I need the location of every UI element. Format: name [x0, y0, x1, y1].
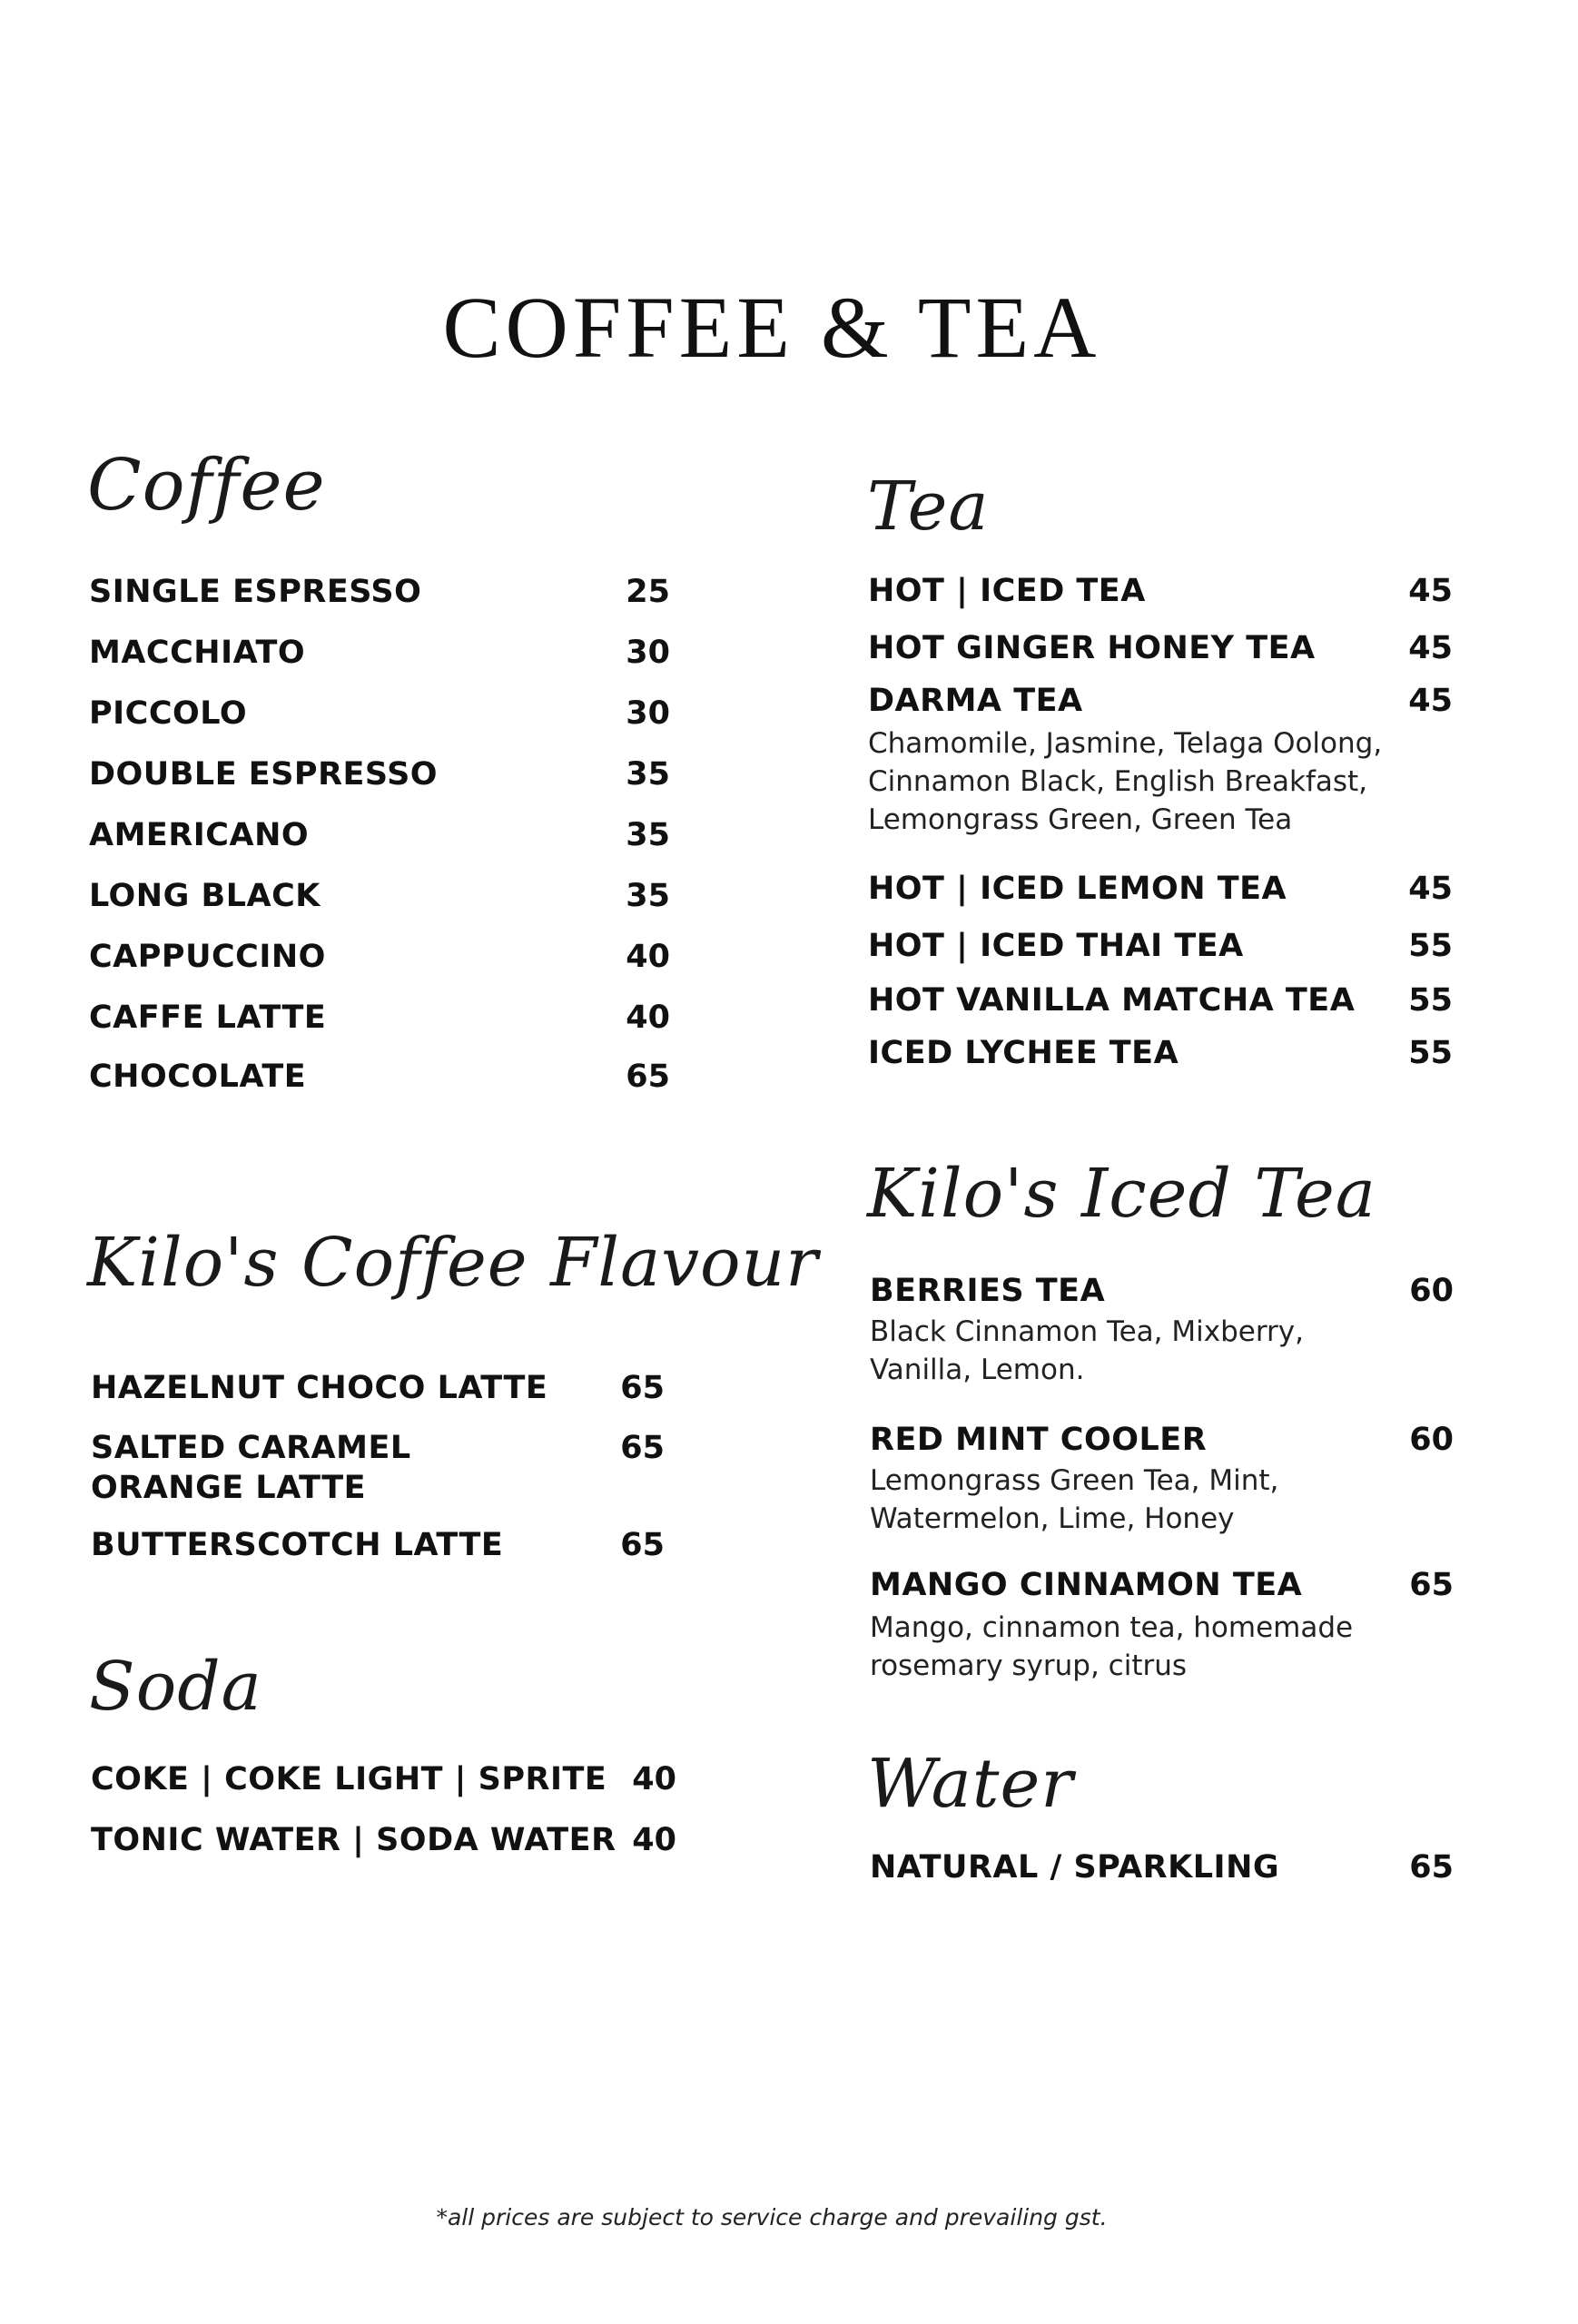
item-price: 25 [626, 574, 670, 610]
item-price: 55 [1408, 982, 1453, 1019]
item-name: ICED LYCHEE TEA [868, 1035, 1179, 1071]
item-name: MANGO CINNAMON TEA [870, 1567, 1303, 1603]
item-price: 35 [626, 817, 670, 853]
item-price: 65 [620, 1370, 665, 1406]
item-name: BERRIES TEA [870, 1273, 1106, 1309]
item-description: Chamomile, Jasmine, Telaga Oolong, Cinnamon Black, English Breakfast, Lemongrass Green, Green Tea [868, 727, 1383, 836]
item-price: 65 [626, 1059, 670, 1095]
item-price: 65 [1409, 1567, 1454, 1603]
item-description: Black Cinnamon Tea, Mixberry, Vanilla, Lemon. [870, 1315, 1304, 1386]
item-name: LONG BLACK [89, 878, 321, 914]
menu-title: COFFEE & TEA [442, 279, 1101, 376]
item-description: Lemongrass Green Tea, Mint, Watermelon, Lime, Honey [870, 1464, 1279, 1535]
item-name: SALTED CARAMEL ORANGE LATTE [91, 1430, 411, 1506]
item-name: HOT VANILLA MATCHA TEA [868, 982, 1356, 1019]
item-name: SINGLE ESPRESSO [89, 574, 422, 610]
item-name: RED MINT COOLER [870, 1422, 1208, 1458]
item-name: DOUBLE ESPRESSO [89, 756, 439, 793]
item-price: 55 [1408, 928, 1453, 964]
item-price: 35 [626, 878, 670, 914]
item-price: 55 [1408, 1035, 1453, 1071]
item-name: CHOCOLATE [89, 1059, 307, 1095]
soda-heading: Soda [89, 1648, 262, 1726]
item-name: HOT | ICED THAI TEA [868, 928, 1244, 964]
item-price: 35 [626, 756, 670, 793]
item-name: PICCOLO [89, 695, 248, 732]
item-name: CAPPUCCINO [89, 939, 326, 975]
item-name: HOT GINGER HONEY TEA [868, 630, 1316, 666]
item-name: HAZELNUT CHOCO LATTE [91, 1370, 548, 1406]
tea-heading: Tea [867, 468, 990, 546]
item-name: HOT | ICED TEA [868, 573, 1146, 609]
flavour-heading: Kilo's Coffee Flavour [87, 1224, 819, 1302]
item-price: 45 [1408, 573, 1453, 609]
item-name: CAFFE LATTE [89, 1000, 327, 1036]
item-price: 40 [632, 1822, 676, 1858]
item-price: 65 [1409, 1849, 1454, 1886]
item-price: 40 [626, 939, 670, 975]
item-name: COKE | COKE LIGHT | SPRITE [91, 1761, 607, 1797]
item-name: AMERICANO [89, 817, 310, 853]
item-price: 30 [626, 635, 670, 671]
item-name: MACCHIATO [89, 635, 306, 671]
item-price: 30 [626, 695, 670, 732]
item-name: HOT | ICED LEMON TEA [868, 871, 1287, 907]
water-heading: Water [867, 1745, 1074, 1823]
item-price: 60 [1409, 1422, 1454, 1458]
item-price: 65 [620, 1430, 665, 1466]
footnote: *all prices are subject to service charge and prevailing gst. [436, 2204, 1108, 2230]
item-name: TONIC WATER | SODA WATER [91, 1822, 616, 1858]
item-description: Mango, cinnamon tea, homemade rosemary syrup, citrus [870, 1611, 1354, 1682]
item-price: 60 [1409, 1273, 1454, 1309]
item-name: BUTTERSCOTCH LATTE [91, 1527, 504, 1563]
iced-tea-heading: Kilo's Iced Tea [867, 1155, 1376, 1233]
item-price: 40 [632, 1761, 676, 1797]
item-price: 45 [1408, 871, 1453, 907]
item-name: DARMA TEA [868, 683, 1083, 719]
item-name: NATURAL / SPARKLING [870, 1849, 1280, 1886]
item-price: 45 [1408, 683, 1453, 719]
coffee-heading: Coffee [87, 445, 326, 527]
item-price: 65 [620, 1527, 665, 1563]
item-price: 45 [1408, 630, 1453, 666]
item-price: 40 [626, 1000, 670, 1036]
